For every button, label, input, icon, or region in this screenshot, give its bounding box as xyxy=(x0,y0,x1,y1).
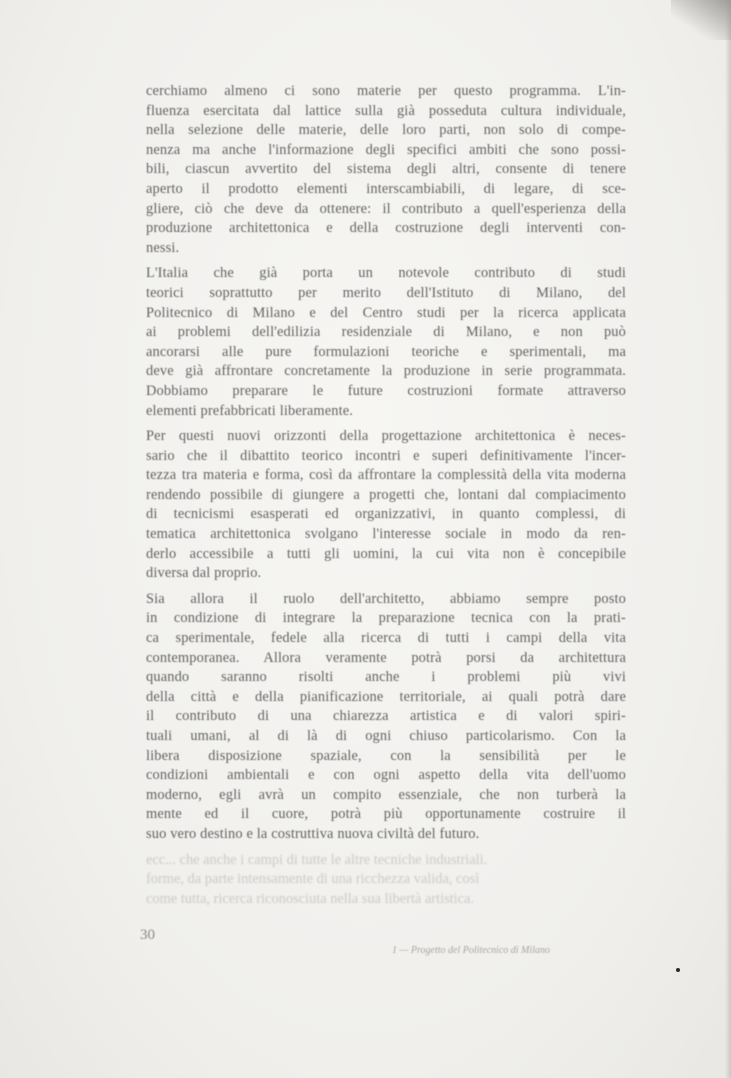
text-line: condizioni ambientali e con ogni aspetto della vita dell'uomo xyxy=(146,767,626,784)
text-line: suo vero destino e la costruttiva nuova civiltà del futuro. xyxy=(146,825,480,842)
text-line: tuali umani, al di là di ogni chiuso particolarismo. Con la xyxy=(146,728,626,744)
text-line: in condizione di integrare la preparazione tecnica con la prati- xyxy=(146,610,626,627)
scan-edge-shadow xyxy=(725,0,731,1078)
text-line: fluenza esercitata dal lattice sulla già posseduta cultura individuale, xyxy=(146,102,626,119)
text-line: di tecnicismi esasperati ed organizzativi, in quanto complessi, di xyxy=(146,506,626,523)
text-line: il contributo di una chiarezza artistica e di valori spiri- xyxy=(146,708,626,725)
text-line: moderno, egli avrà un compito essenziale, che non turberà la xyxy=(146,786,626,803)
text-line: Dobbiamo preparare le future costruzioni formate attraverso xyxy=(146,382,626,399)
paragraph xyxy=(146,82,626,258)
text-line: contemporanea. Allora veramente potrà porsi da architettura xyxy=(146,649,626,666)
text-line: cerchiamo almeno ci sono materie per questo programma. L'in- xyxy=(146,83,626,99)
text-line: quando saranno risolti anche i problemi più vivi xyxy=(146,669,626,686)
text-line: L'Italia che già porta un notevole contributo di studi xyxy=(146,265,626,282)
paragraph xyxy=(146,590,626,845)
text-line: aperto il prodotto elementi interscambiabili, di legare, di sce- xyxy=(146,180,626,197)
text-line: ai problemi dell'edilizia residenziale di Milano, e non può xyxy=(146,324,626,341)
text-line: teorici soprattutto per merito dell'Istituto di Milano, del xyxy=(146,284,626,301)
text-line: Per questi nuovi orizzonti della progettazione architettonica è neces- xyxy=(146,428,626,445)
text-line: sario che il dibattito teorico incontri e superi definitivamente l'incer- xyxy=(146,447,626,464)
text-line: ancorarsi alle pure formulazioni teoriche e sperimentali, ma xyxy=(146,343,626,360)
text-line: Sia allora il ruolo dell'architetto, abbiamo sempre posto xyxy=(146,590,626,607)
text-line: tezza tra materia e forma, così da affrontare la complessità della vita moderna xyxy=(146,467,626,484)
text-line: ca sperimentale, fedele alla ricerca di tutti i campi della vita xyxy=(146,630,626,647)
show-through-text: ecc... che anche i campi di tutte le altre tecniche industriali. xyxy=(146,851,488,868)
show-through-text: come tutta, ricerca riconosciuta nella sua libertà artistica. xyxy=(146,890,475,907)
text-line: tematica architettonica svolgano l'interesse sociale in modo da ren- xyxy=(146,526,626,543)
text-line: produzione architettonica e della costruzione degli interventi con- xyxy=(146,220,626,237)
text-line: nessi. xyxy=(146,239,180,256)
text-line: diversa dal proprio. xyxy=(146,565,262,582)
page-number: 30 xyxy=(140,927,155,943)
paragraph xyxy=(146,427,626,584)
text-line: nella selezione delle materie, delle loro parti, non solo di compe- xyxy=(146,122,626,139)
text-line: derlo accessibile a tutti gli uomini, la cui vita non è concepibile xyxy=(146,545,626,562)
text-line: bili, ciascun avvertito del sistema degli altri, consente di tenere xyxy=(146,161,626,178)
text-line: della città e della pianificazione territoriale, ai quali potrà dare xyxy=(146,688,626,705)
text-line: elementi prefabbricati liberamente. xyxy=(146,402,354,419)
footnote: 1 — Progetto del Politecnico di Milano xyxy=(392,945,550,956)
dust-speck xyxy=(676,968,680,972)
text-line: mente ed il cuore, potrà più opportunamente costruire il xyxy=(146,806,626,823)
text-line: libera disposizione spaziale, con la sensibilità per le xyxy=(146,747,626,764)
paragraph xyxy=(146,264,626,421)
scan-corner-shadow xyxy=(671,0,731,40)
text-line: nenza ma anche l'informazione degli specifici ambiti che sono possi- xyxy=(146,141,626,158)
text-line: deve già affrontare concretamente la produzione in serie programmata. xyxy=(146,363,626,380)
text-line: rendendo possibile di giungere a progetti che, lontani dal compiacimento xyxy=(146,486,626,503)
show-through-text: forme, da parte intensamente di una ricchezza valida, così xyxy=(146,871,480,888)
body-text xyxy=(146,82,626,909)
text-line: gliere, ciò che deve da ottenere: il contributo a quell'esperienza della xyxy=(146,200,626,217)
text-line: Politecnico di Milano e del Centro studi per la ricerca applicata xyxy=(146,304,626,321)
